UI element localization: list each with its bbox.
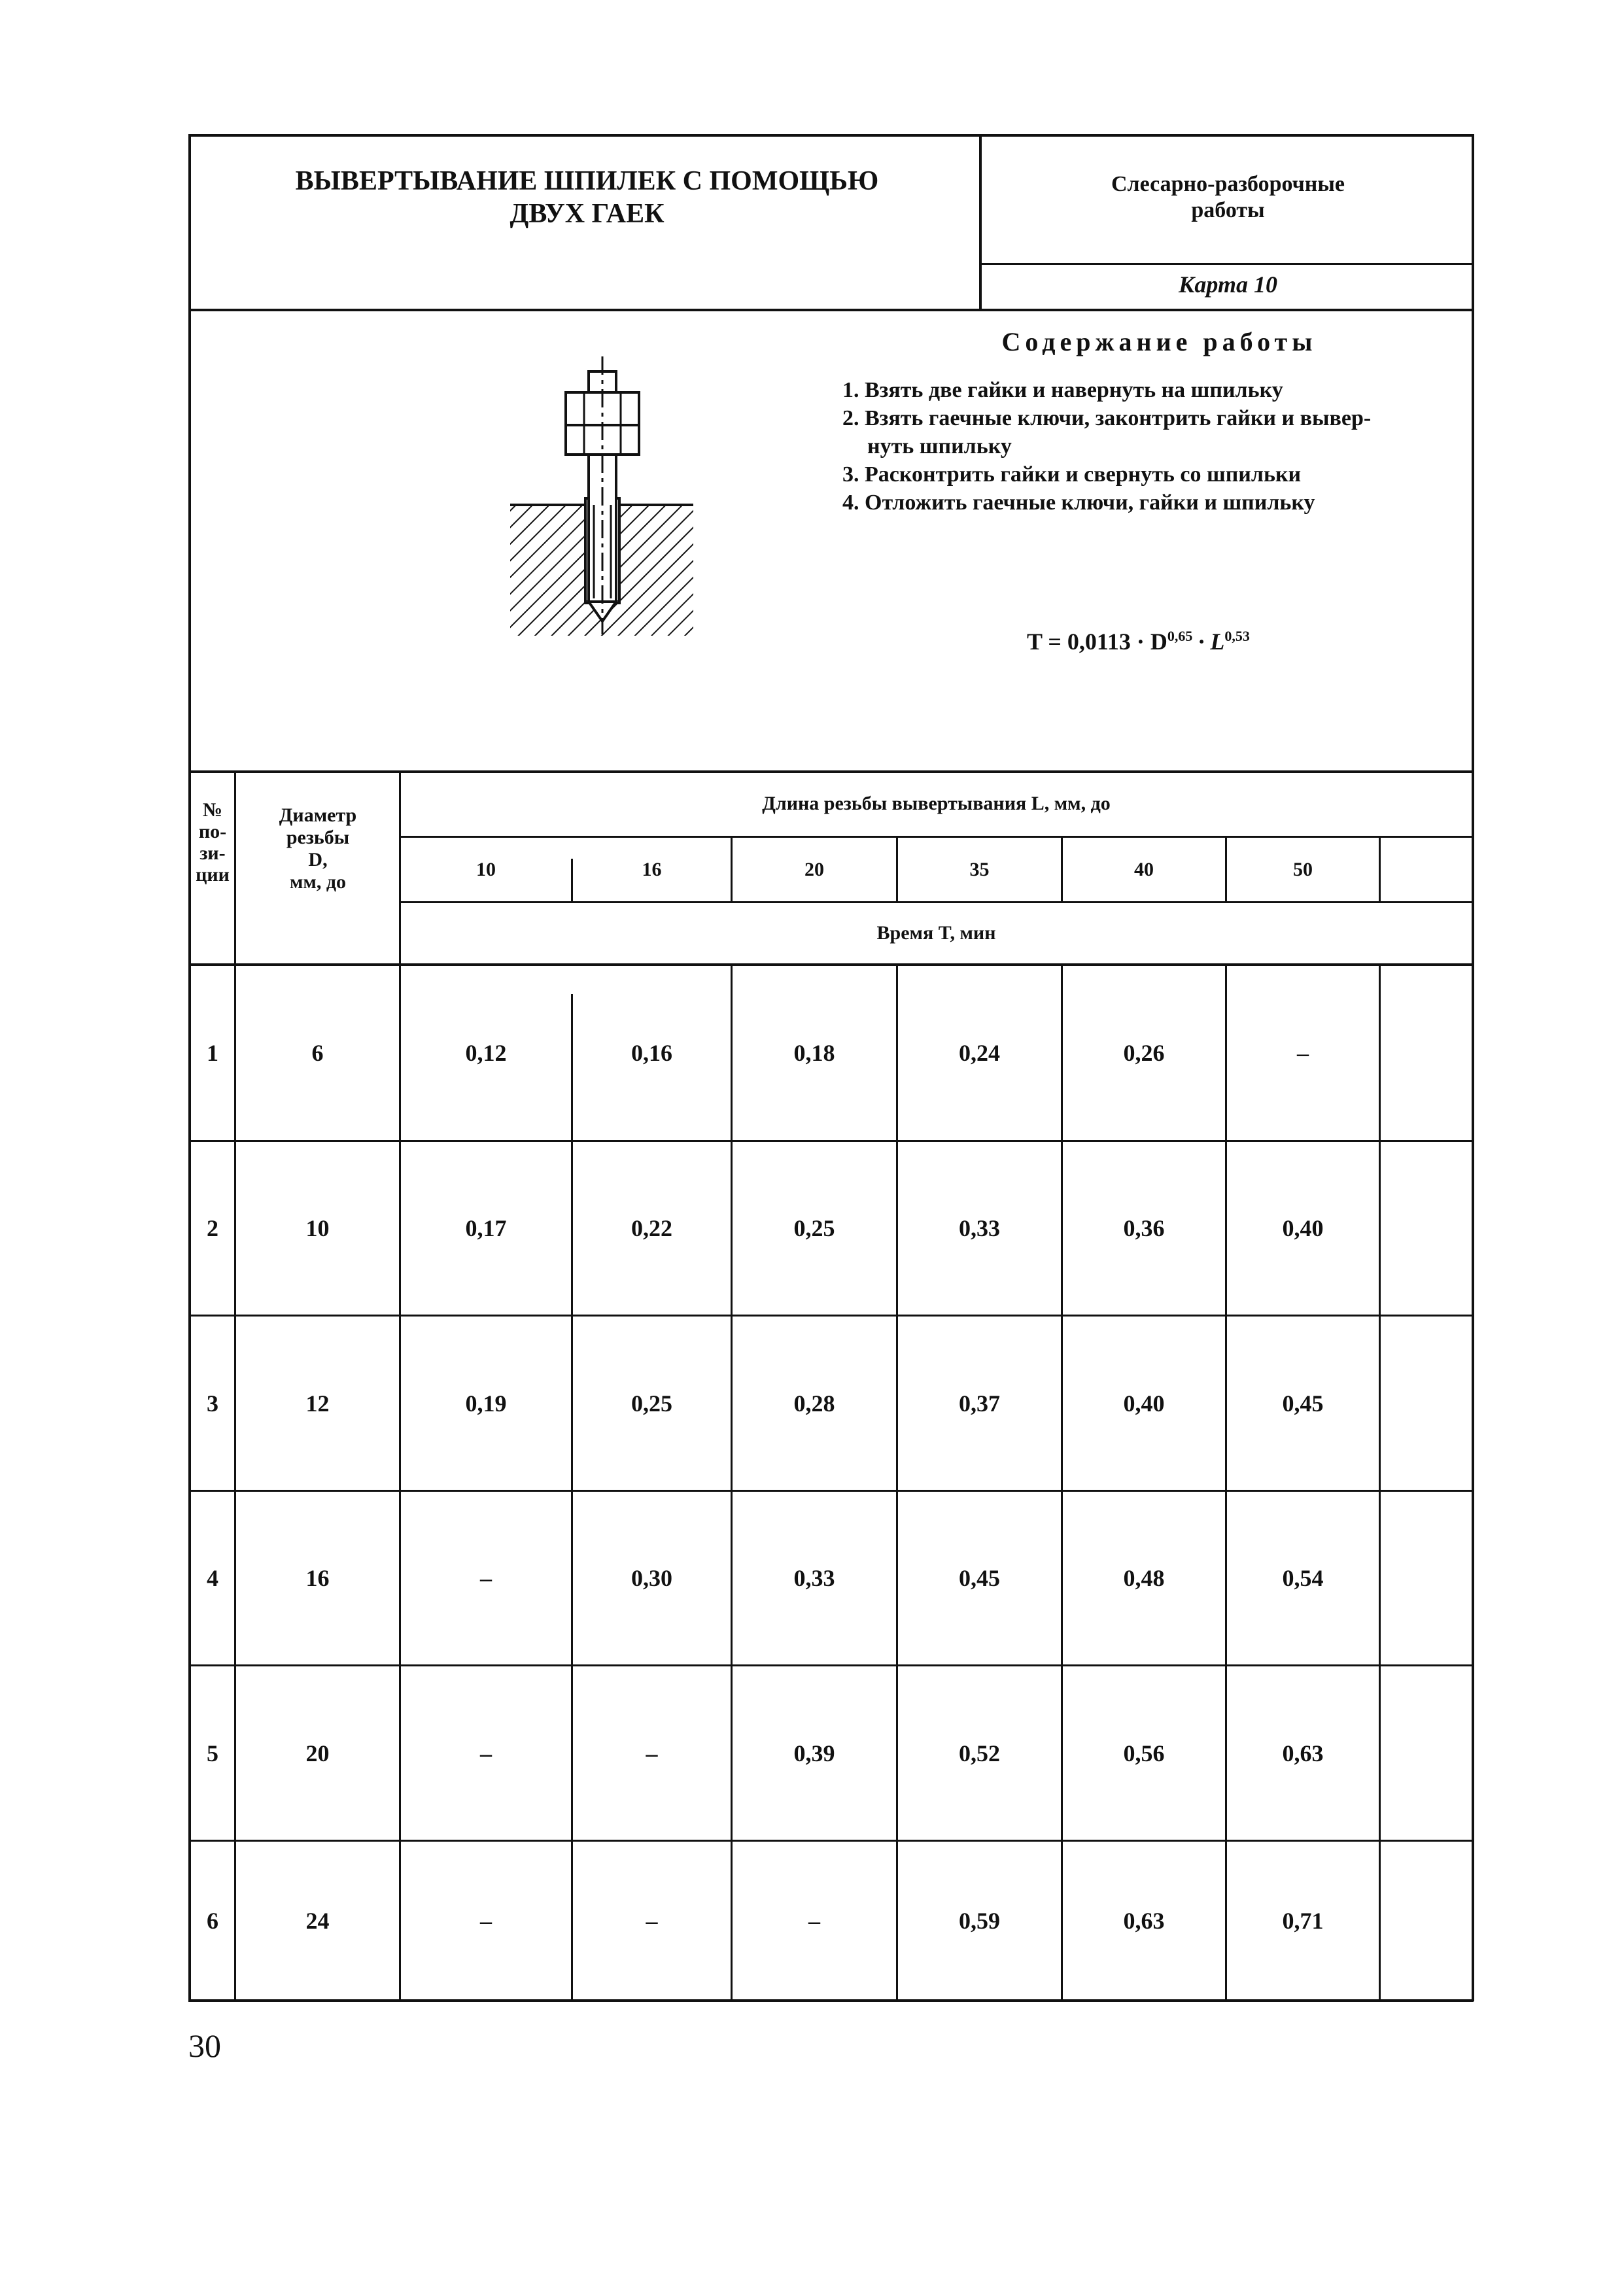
row-2-diameter: 10 [305, 1215, 330, 1241]
page-title [196, 165, 978, 230]
row-2-value-10: 0,17 [465, 1215, 507, 1241]
column-header-position-line4: ции [196, 864, 230, 886]
formula-mid: · L [1192, 628, 1225, 655]
row-6-value-16: – [646, 1907, 658, 1934]
length-header-35: 35 [969, 858, 990, 880]
row-4-value-35: 0,45 [959, 1565, 1000, 1591]
time-header: Время T, мин [876, 922, 996, 944]
work-category [984, 171, 1472, 224]
column-header-position-line2: по- [198, 821, 227, 842]
row-6-value-40: 0,63 [1123, 1907, 1165, 1934]
page-title-line1: ВЫВЕРТЫВАНИЕ ШПИЛЕК С ПОМОЩЬЮ [295, 166, 879, 196]
row-1-diameter: 6 [311, 1040, 324, 1066]
row-3-value-16: 0,25 [631, 1390, 672, 1417]
row-3-value-50: 0,45 [1282, 1390, 1324, 1417]
row-6-value-20: – [808, 1907, 820, 1934]
column-header-diameter [237, 804, 399, 893]
row-2-value-16: 0,22 [631, 1215, 672, 1241]
row-1-value-10: 0,12 [465, 1040, 507, 1066]
row-3-diameter: 12 [305, 1390, 330, 1417]
column-header-diameter-line4: мм, до [289, 871, 347, 893]
page-title-line2: ДВУХ ГАЕК [510, 199, 665, 229]
row-1-position: 1 [207, 1040, 218, 1066]
row-3-value-10: 0,19 [465, 1390, 507, 1417]
row-2-value-50: 0,40 [1282, 1215, 1324, 1241]
row-5-value-35: 0,52 [959, 1740, 1000, 1766]
formula-base: T = 0,0113 · D [1027, 628, 1167, 655]
content-heading: Содержание работы [1001, 327, 1317, 356]
column-header-diameter-line2: резьбы [286, 827, 350, 848]
row-4-value-10: – [480, 1565, 492, 1591]
stud-drawing [500, 353, 700, 641]
work-step-3: 3. Расконтрить гайки и свернуть со шпильки [842, 462, 1302, 487]
time-formula [1027, 621, 1250, 657]
row-2-value-35: 0,33 [959, 1215, 1000, 1241]
work-step-2: 2. Взять гаечные ключи, законтрить гайки и вывер- [842, 406, 1372, 430]
column-header-length: Длина резьбы вывертывания L, мм, до [762, 793, 1111, 814]
row-4-value-16: 0,30 [631, 1565, 672, 1591]
length-header-16: 16 [642, 858, 662, 880]
page-number: 30 [188, 2027, 221, 2064]
row-3-value-40: 0,40 [1123, 1390, 1165, 1417]
row-5-value-40: 0,56 [1123, 1740, 1165, 1766]
length-header-10: 10 [476, 858, 496, 880]
row-2-value-40: 0,36 [1123, 1215, 1165, 1241]
card-number: Карта 10 [1179, 271, 1277, 298]
row-5-value-16: – [646, 1740, 658, 1766]
row-4-value-50: 0,54 [1282, 1565, 1324, 1591]
row-2-value-20: 0,25 [793, 1215, 835, 1241]
work-category-line1: Слесарно-разборочные [1111, 172, 1345, 196]
column-header-position-line3: зи- [199, 842, 226, 864]
column-header-position-line1: № [202, 799, 223, 821]
row-6-position: 6 [207, 1907, 218, 1934]
row-1-value-40: 0,26 [1123, 1040, 1165, 1066]
length-header-20: 20 [804, 858, 824, 880]
row-1-value-16: 0,16 [631, 1040, 672, 1066]
row-5-position: 5 [207, 1740, 218, 1766]
row-4-value-40: 0,48 [1123, 1565, 1165, 1591]
length-header-40: 40 [1134, 858, 1154, 880]
row-3-position: 3 [207, 1390, 218, 1417]
column-header-diameter-line1: Диаметр [279, 804, 357, 826]
formula-exp-d: 0,65 [1167, 628, 1193, 644]
row-6-value-10: – [480, 1907, 492, 1934]
row-1-value-50: – [1297, 1040, 1309, 1066]
work-step-2-cont: нуть шпильку [867, 434, 1012, 458]
row-6-value-35: 0,59 [959, 1907, 1000, 1934]
row-5-value-20: 0,39 [793, 1740, 835, 1766]
row-3-value-20: 0,28 [793, 1390, 835, 1417]
column-header-position [191, 799, 234, 886]
work-category-line2: работы [1191, 198, 1265, 222]
row-5-value-10: – [480, 1740, 492, 1766]
row-5-diameter: 20 [305, 1740, 330, 1766]
row-4-diameter: 16 [305, 1565, 330, 1591]
row-2-position: 2 [207, 1215, 218, 1241]
work-step-4: 4. Отложить гаечные ключи, гайки и шпильку [842, 490, 1315, 515]
work-step-1: 1. Взять две гайки и навернуть на шпильку [842, 378, 1283, 402]
formula-exp-l: 0,53 [1224, 628, 1250, 644]
work-steps [842, 376, 1470, 517]
row-6-value-50: 0,71 [1282, 1907, 1324, 1934]
row-4-value-20: 0,33 [793, 1565, 835, 1591]
row-1-value-35: 0,24 [959, 1040, 1000, 1066]
row-5-value-50: 0,63 [1282, 1740, 1324, 1766]
row-1-value-20: 0,18 [793, 1040, 835, 1066]
length-header-50: 50 [1293, 858, 1313, 880]
row-3-value-35: 0,37 [959, 1390, 1000, 1417]
row-6-diameter: 24 [305, 1907, 330, 1934]
column-header-diameter-line3: D, [308, 849, 328, 870]
row-4-position: 4 [207, 1565, 218, 1591]
